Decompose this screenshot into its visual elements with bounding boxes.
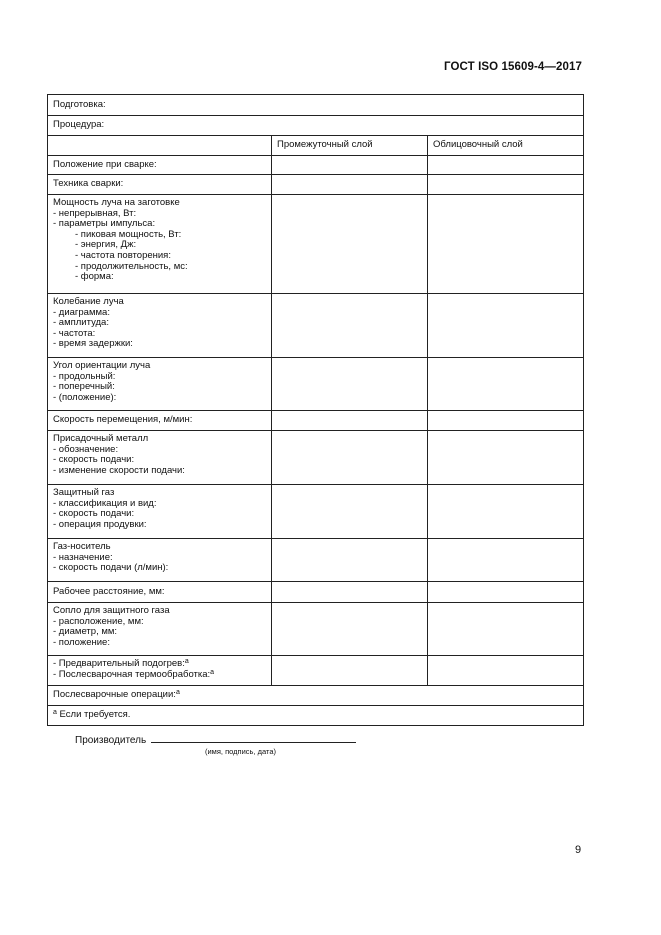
facing-layer-cell[interactable] — [428, 582, 584, 603]
param-line: Защитный газ — [53, 487, 115, 498]
param-row-carrier-gas — [48, 539, 584, 582]
param-line: Угол ориентации луча — [53, 360, 151, 371]
facing-layer-cell[interactable] — [428, 603, 584, 656]
header-facing-layer: Облицовочный слой — [428, 136, 584, 156]
signature-caption: (имя, подпись, дата) — [205, 747, 276, 756]
footnote-text: Если требуется. — [56, 709, 131, 721]
header-intermediate-layer: Промежуточный слой — [272, 136, 428, 156]
intermediate-layer-cell[interactable] — [272, 603, 428, 656]
param-line: - время задержки: — [53, 338, 133, 350]
intermediate-layer-cell[interactable] — [272, 656, 428, 686]
column-header-row — [48, 136, 584, 156]
intermediate-layer-cell[interactable] — [272, 294, 428, 358]
param-label-heat-treatment — [48, 656, 272, 686]
facing-layer-cell[interactable] — [428, 358, 584, 411]
footnote-ref: a — [210, 668, 215, 676]
signature-line[interactable] — [151, 733, 356, 743]
facing-layer-cell[interactable] — [428, 294, 584, 358]
param-line: Рабочее расстояние, мм: — [53, 585, 165, 597]
param-line: Техника сварки: — [53, 178, 124, 190]
param-line: - скорость подачи: — [53, 454, 135, 466]
intermediate-layer-cell[interactable] — [272, 411, 428, 431]
param-subline: - энергия, Дж: — [75, 239, 137, 251]
param-label-filler-metal — [48, 431, 272, 485]
param-line: Мощность луча на заготовке — [53, 197, 180, 208]
welding-procedure-table — [47, 94, 584, 726]
intermediate-layer-cell[interactable] — [272, 539, 428, 582]
param-line: - частота: — [53, 327, 96, 339]
param-subline: - форма: — [75, 271, 114, 283]
param-line: - поперечный: — [53, 381, 115, 393]
page-number: 9 — [575, 844, 582, 856]
facing-layer-cell[interactable] — [428, 195, 584, 294]
param-line: - скорость подачи: — [53, 508, 135, 520]
param-row-travel-speed — [48, 411, 584, 431]
param-label-travel-speed — [48, 411, 272, 431]
post-weld-row — [48, 686, 584, 706]
intermediate-layer-cell[interactable] — [272, 582, 428, 603]
param-line: - непрерывная, Вт: — [53, 207, 137, 219]
param-line: - операция продувки: — [53, 518, 147, 530]
signature-block — [75, 733, 356, 746]
param-row-shielding-gas — [48, 485, 584, 539]
document-code: ГОСТ ISO 15609-4—2017 — [444, 61, 582, 73]
post-weld-label: Послесварочные операции: — [53, 689, 176, 701]
manufacturer-label: Производитель — [75, 735, 147, 746]
footnote-ref: a — [184, 658, 189, 665]
facing-layer-cell[interactable] — [428, 411, 584, 431]
param-line: Колебание луча — [53, 296, 124, 307]
param-row-heat-treatment — [48, 656, 584, 686]
param-line: - положение: — [53, 636, 110, 648]
intermediate-layer-cell[interactable] — [272, 485, 428, 539]
footnote-mark: a — [53, 709, 57, 717]
param-row-gas-nozzle — [48, 603, 584, 656]
param-line: - амплитуда: — [53, 317, 109, 329]
param-line: - диаграмма: — [53, 306, 110, 318]
param-line: - продольный: — [53, 370, 116, 382]
param-line: Газ-носитель — [53, 541, 111, 552]
param-row-beam-angle — [48, 358, 584, 411]
param-row-beam-oscillation — [48, 294, 584, 358]
param-line: - Предварительный подогрев:$^a$ — [53, 658, 189, 669]
preparation-cell[interactable]: Подготовка: — [48, 95, 584, 116]
param-label-carrier-gas — [48, 539, 272, 582]
param-line: Положение при сварке: — [53, 158, 157, 170]
facing-layer-cell[interactable] — [428, 156, 584, 175]
param-line: - параметры импульса: — [53, 218, 156, 230]
param-line: Сопло для защитного газа — [53, 605, 170, 616]
param-line: - изменение скорости подачи: — [53, 464, 185, 476]
param-line: Скорость перемещения, м/мин: — [53, 414, 193, 426]
param-row-technique — [48, 175, 584, 195]
param-line: - расположение, мм: — [53, 615, 144, 627]
facing-layer-cell[interactable] — [428, 431, 584, 485]
footnote-cell — [48, 706, 584, 726]
param-label-beam-oscillation — [48, 294, 272, 358]
intermediate-layer-cell[interactable] — [272, 195, 428, 294]
intermediate-layer-cell[interactable] — [272, 358, 428, 411]
param-line: - классификация и вид: — [53, 497, 157, 509]
facing-layer-cell[interactable] — [428, 539, 584, 582]
param-subline: - пиковая мощность, Вт: — [75, 228, 182, 240]
param-subline: - продолжительность, мс: — [75, 260, 188, 272]
intermediate-layer-cell[interactable] — [272, 156, 428, 175]
facing-layer-cell[interactable] — [428, 175, 584, 195]
param-label-beam-power — [48, 195, 272, 294]
param-label-position — [48, 156, 272, 175]
param-label-gas-nozzle — [48, 603, 272, 656]
param-line: - диаметр, мм: — [53, 626, 118, 638]
param-line: - обозначение: — [53, 443, 119, 455]
param-label-technique — [48, 175, 272, 195]
param-row-position — [48, 156, 584, 175]
param-line: - назначение: — [53, 551, 113, 563]
param-label-beam-angle — [48, 358, 272, 411]
footnote-row — [48, 706, 584, 726]
param-subline: - частота повторения: — [75, 249, 171, 261]
post-weld-cell[interactable] — [48, 686, 584, 706]
param-line: - Послесварочная термообработка:$^a$ — [53, 668, 215, 680]
facing-layer-cell[interactable] — [428, 656, 584, 686]
param-line: Присадочный металл — [53, 433, 149, 444]
param-row-working-distance — [48, 582, 584, 603]
header-empty-cell — [48, 136, 272, 156]
procedure-cell[interactable]: Процедура: — [48, 116, 584, 136]
param-row-filler-metal — [48, 431, 584, 485]
param-label-shielding-gas — [48, 485, 272, 539]
procedure-row — [48, 116, 584, 136]
param-row-beam-power — [48, 195, 584, 294]
facing-layer-cell[interactable] — [428, 485, 584, 539]
param-label-working-distance — [48, 582, 272, 603]
intermediate-layer-cell[interactable] — [272, 175, 428, 195]
param-line: - скорость подачи (л/мин): — [53, 562, 169, 574]
param-line: - (положение): — [53, 391, 117, 403]
preparation-row — [48, 95, 584, 116]
intermediate-layer-cell[interactable] — [272, 431, 428, 485]
footnote-ref: a — [175, 689, 180, 697]
